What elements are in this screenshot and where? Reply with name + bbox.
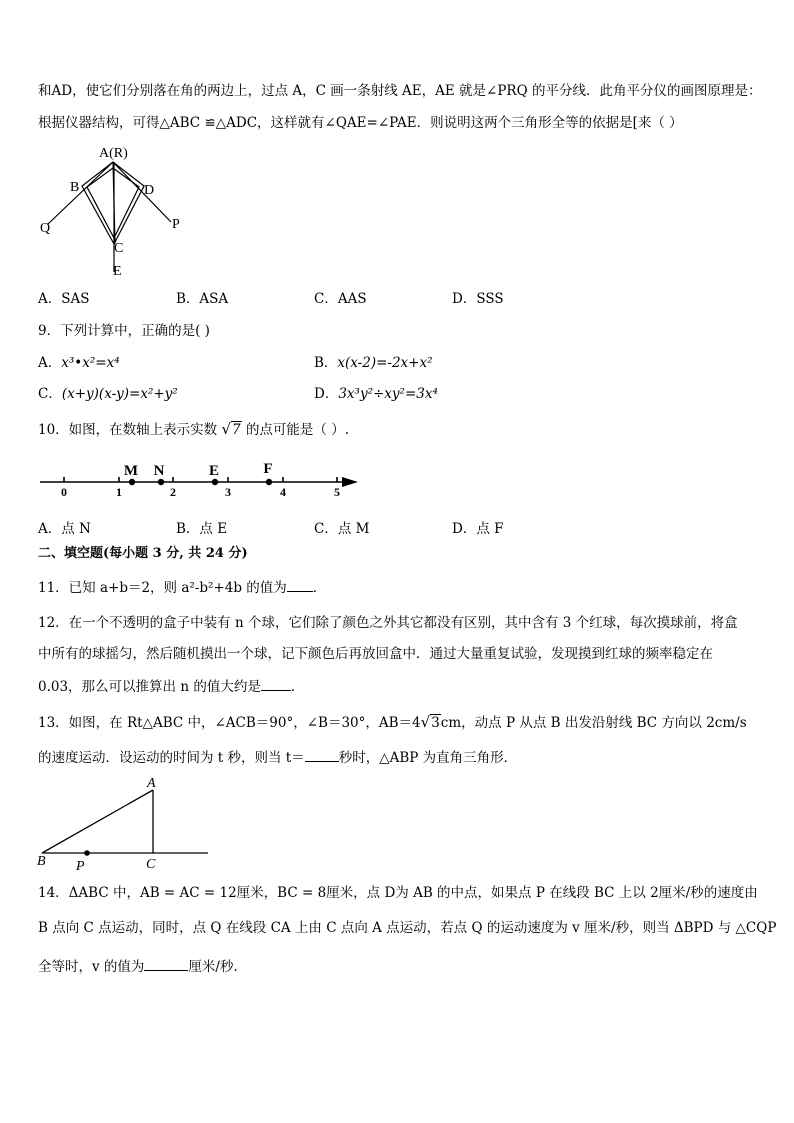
q8-text-line2: 根据仪器结构，可得△ABC ≌△ADC，这样就有∠QAE=∠PAE．则说明这两个三角形全等的依据是[来（ ）: [38, 115, 683, 131]
q8-option-b: B．ASA: [176, 291, 229, 307]
q9-option-a: A．x³•x²=x⁴: [38, 355, 120, 371]
answer-blank[interactable]: [144, 957, 188, 971]
figure-label-C: C: [146, 857, 156, 872]
q12-line1: 12．在一个不透明的盒子中装有 n 个球，它们除了颜色之外其它都没有区别，其中含有 3 个红球，每次摸球前，将盒: [38, 615, 738, 631]
q11-text: 11．已知 a+b＝2，则 a²-b²+4b 的值为 ．: [38, 580, 327, 596]
q9-stem: 9．下列计算中，正确的是( ): [38, 323, 210, 339]
right-triangle-figure: [34, 772, 214, 876]
tick-label-3: 3: [225, 485, 231, 499]
figure-label-D: D: [144, 183, 155, 198]
sqrt-3: √3: [420, 713, 440, 731]
figure-label-B: B: [70, 180, 80, 195]
answer-blank[interactable]: [305, 748, 339, 762]
q10-stem: 10．如图，在数轴上表示实数 √7 的点可能是（ ）.: [38, 420, 350, 438]
section-title: 二、填空题(每小题 3 分, 共 24 分): [38, 546, 248, 561]
q8-option-a: A．SAS: [38, 291, 90, 307]
point-label-M: M: [123, 463, 139, 479]
angle-bisector-figure: [36, 140, 186, 280]
q14-line3: 全等时，v 的值为 厘米/秒．: [38, 959, 247, 975]
q10-option-c: C．点 M: [314, 521, 370, 537]
figure-label-A: A: [147, 776, 156, 791]
figure-label-Q: Q: [40, 221, 51, 236]
q9-option-d: D．3x³y²÷xy²=3x⁴: [314, 386, 438, 402]
q12-line3: 0.03，那么可以推算出 n 的值大约是 ．: [38, 679, 305, 695]
answer-blank[interactable]: [287, 578, 313, 592]
figure-label-B: B: [37, 854, 46, 869]
q10-option-d: D．点 F: [452, 521, 504, 537]
tick-label-2: 2: [170, 485, 176, 499]
point-label-N: N: [153, 463, 165, 479]
tick-label-4: 4: [280, 485, 286, 499]
point-label-E: E: [208, 463, 220, 479]
number-line-figure: [36, 458, 376, 502]
tick-label-1: 1: [116, 485, 122, 499]
q13-line1: 13．如图，在 Rt△ABC 中，∠ACB＝90°，∠B＝30°，AB＝4√3cm，动点 P 从点 B 出发沿射线 BC 方向以 2cm/s: [38, 713, 747, 731]
q13-line2: 的速度运动．设运动的时间为 t 秒，则当 t＝ 秒时，△ABP 为直角三角形．: [38, 750, 518, 766]
tick-label-0: 0: [61, 485, 67, 499]
q12-line2: 中所有的球摇匀，然后随机摸出一个球，记下颜色后再放回盒中．通过大量重复试验，发现摸到红球的频率稳定在: [38, 646, 713, 662]
q9-option-c: C．(x+y)(x-y)=x²+y²: [38, 386, 178, 402]
figure-label-P: P: [76, 859, 85, 874]
figure-label-C: C: [114, 241, 124, 256]
q9-option-b: B．x(x-2)=-2x+x²: [314, 355, 433, 371]
figure-label-E: E: [113, 264, 122, 279]
q10-option-a: A．点 N: [38, 521, 91, 537]
figure-label-P: P: [172, 217, 180, 232]
tick-label-5: 5: [334, 485, 340, 499]
q8-option-d: D．SSS: [452, 291, 504, 307]
figure-label-A: A(R): [99, 146, 128, 161]
q14-line1: 14．ΔABC 中，AB = AC = 12厘米，BC = 8厘米，点 D为 AB 的中点，如果点 P 在线段 BC 上以 2厘米/秒的速度由: [38, 885, 758, 901]
point-label-F: F: [263, 461, 273, 477]
q14-line2: B 点向 C 点运动，同时，点 Q 在线段 CA 上由 C 点向 A 点运动，若点 Q 的运动速度为 v 厘米/秒，则当 ΔBPD 与 △CQP: [38, 920, 777, 936]
q8-text-line1: 和AD，使它们分别落在角的两边上，过点 A，C 画一条射线 AE，AE 就是∠PRQ 的平分线．此角平分仪的画图原理是：: [38, 83, 762, 99]
answer-blank[interactable]: [261, 677, 291, 691]
q8-option-c: C．AAS: [314, 291, 367, 307]
sqrt-7: √7: [221, 420, 241, 438]
q10-option-b: B．点 E: [176, 521, 228, 537]
